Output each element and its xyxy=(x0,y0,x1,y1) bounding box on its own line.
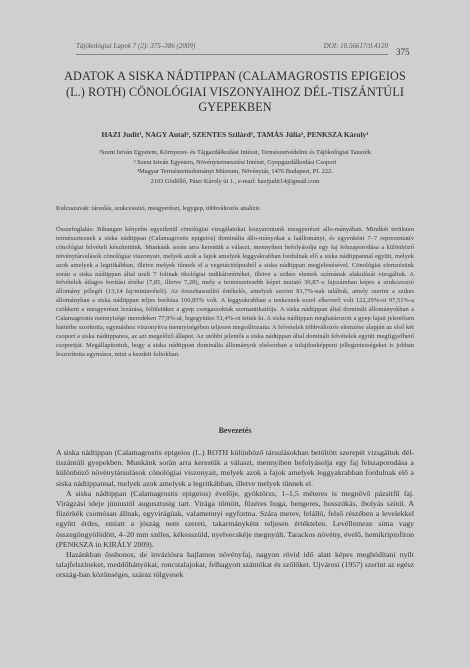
paper-title: ADATOK A SISKA NÁDTIPPAN (CALAMAGROSTIS EPIGEIOS (L.) ROTH) CÖNOLÓGIAI VISZONYAIHOZ DÉL-TISZÁNTÚLI GYEPEKBEN xyxy=(64,69,406,114)
author-list: HAZI Judit¹, NAGY Antal², SZENTES Szilárd¹, TAMÁS Júlia³, PENKSZA Károly¹ xyxy=(101,130,369,139)
keywords: Kulcsszavak: társulás, szukcesszió, mesgyerészt, legygep, többváltozós analízis xyxy=(56,205,260,212)
section-heading: Bevezetés xyxy=(218,426,252,435)
affiliation-line: ² Szent István Egyetem, Növénytermesztési Intézet, Gyepgazdálkodási Csoport xyxy=(133,158,337,166)
doi: DOI: 10.56617/tl.4120 xyxy=(323,42,388,50)
page-number: 375 xyxy=(396,47,410,57)
running-header xyxy=(76,42,388,55)
paragraph: Hazánkban ősshonos, de inváziósra hajlamos növényfaj, nagyon rövid idő alatt képes meghódítani nyílt talajfelszíneket, meddőhányókat, roncstalajokat, felhagyott szántókat és szőlőket. Ujvárosi (1957) szerint az egész ország-ban közönséges, száraz tölgyesek xyxy=(56,550,414,580)
affiliations xyxy=(60,148,410,186)
journal-citation: Tájökológiai Lapok 7 (2): 375–386 (2009) xyxy=(76,42,196,50)
affiliation-line: ¹Szent István Egyetem, Környezet- és Tájgazdálkodási Intézet, Természetvédelmi és Tájökológiai Tanszék xyxy=(98,149,372,156)
affiliation-line: 2103 Gödöllő, Páter Károly út 1., e-mail: hazijudit14@gmail.com xyxy=(150,177,320,185)
paragraph: A siska nádtippan (Calamagrostis epigeios (L.) ROTH különböző társulásokban betöltött szerepét vizsgáltuk dél-tiszántúli gyepekben. Munkánk során arra kerestük a választ, mennyiben befolyásolja egy faj felszaporodása a különböző növénytársulások cönológiai viszonyait, melyek azok a fajok amelyek leggyakrabban fordulnak elő a siska nádtippannal, melyek azok amelyek a legritkábban, illetve melyek tűnnek el. xyxy=(56,448,414,488)
affiliation-line: ³Magyar Természettudományi Múzeum, Növénytár, 1476 Budapest, Pf. 222. xyxy=(137,168,333,176)
body-text xyxy=(56,448,414,581)
abstract: Összefoglalás: Bihangan kényelm egyetlenül cönológiai vizsgálatokat leszyatontunk mesgyerészt allo-mányában. Mindkét területen természetesnek a siska nádtippan (Calamagrostis epigeios) dominálta állo-mányokat a faállományt, és egyenként 7–7 reprezentatív cönológiai felvételt készítettünk. Munkánk során arra kerestük a választ, mennyiben befolyásolja egy faj felszaporodása a különböző növénytársulások cönológiai viszonyait, melyek azok a fajok amelyek leggyakrabban fordulnak elő a siska nádtippannal együtt, melyek azok amelyek a legritkábban, illetve melyek tűnnek el a vegetációtípusból a siska nádtippan megjelenésével. Cönológiai elemzésünk során a siska nádtippan által uralt 7 foltnak ökológiai indikátorértékei, illetve a szikes elemek számának alakulását vizsgáltuk. A felvételek átlagos borítási értéke (7,85, illetve 7,28), mely a természetesebb képet mutató 30,87–s fajszámban képes a szukcesszió állomány jellegét (13,14 faj/mintavételi). Az összehasonlító értékelés, amelyek szerint 81,7%-nak találtuk, amely szerint a szikes állományban a siska nádtippan teljes borítása 100,85% volt. A leggyakrabban a tenkesnek ezzel elkeverő volt 122,29%-ot 97,51%-a csökkent a mesgyerészt lezárása, felületükre a gyep csorgaszoktak szemantikatiója. A siska nádtippan által dominált állományokban a Calamagrostis mennyisége meredeken 77,9%-at, legegyüttes 51,4%-ot tettek ki. A siska nádtippan meghatározott a gyep fajait jelentősen háttérbe szorította, egymáshoz viszonyítva mennyiségében teljesen megváltozatta. A felvételek többváltozós elemzése alapján az első két csoport a siska nádtippanos, az azt megelőző állapot. Az utóbbi jelentős a siska nádtippan által dominált felvételek együtt megfigyelhető csoportját. Megállapítottuk, hogy a siska nádtippan dominálta állományok elsősorban a tulajdonképpeni jellegzetességeket is jobban leszorította egymásra, mint a kezdeti foltokban. xyxy=(56,226,414,358)
paragraph: A siska nádtippan (Calamagrostis epigeios) évelője, gyöktörzs, 1–1,5 méteres is megnövő pázsitfű faj. Virágzási ideje júniustól augusztusig tart. Virága tömött, füzéres buga, hengeres, hosszúkás, ibolyás színű. A füzérkék csomósan állnak, egyvirágúak, valamennyi egyforma. Szára merev, felálló, felső részében a levelekkel együtt érdes, emiatt a jószág nem szereti, takarmányként teljesen értéktelen. Levéllemeze sima vagy összegöngyölödött, 4–20 mm széles, kékesszöld, nyelvecskéje megnyúlt. Tarackos növény, évelő, hemikriptofiton (PENKSZA in KIRÁLY 2009). xyxy=(56,488,414,549)
